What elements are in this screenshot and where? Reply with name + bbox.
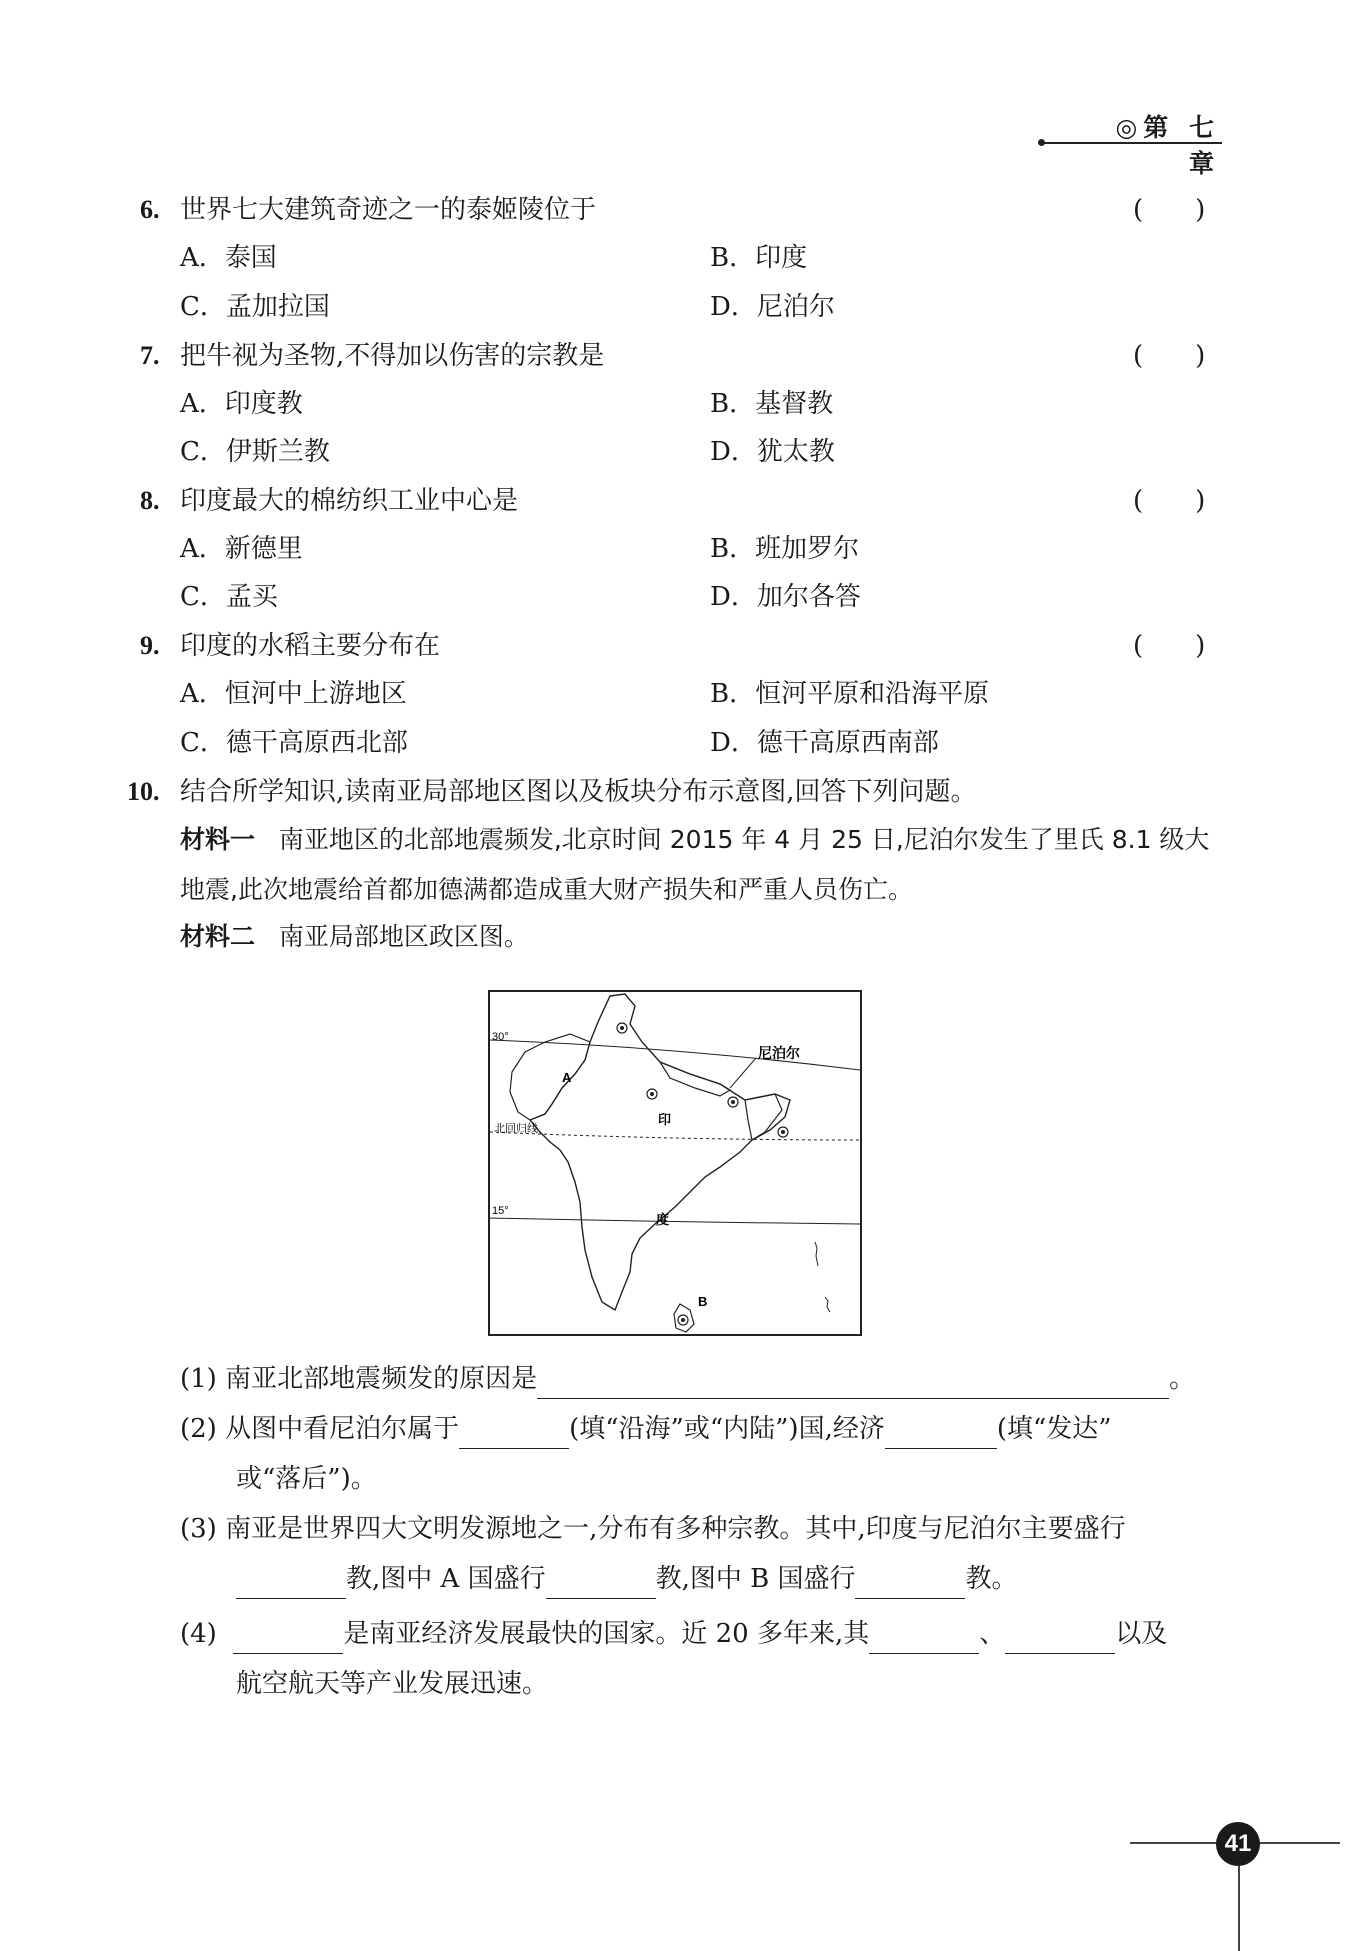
option-b[interactable]: B．印度: [710, 243, 808, 273]
question-text: 世界七大建筑奇迹之一的泰姬陵位于: [180, 195, 597, 225]
india-label-du: 度: [656, 1212, 670, 1227]
sub-question-2: [180, 1409, 1112, 1449]
answer-parentheses[interactable]: ( ): [1133, 486, 1206, 516]
lat30-label: 30°: [492, 1031, 509, 1043]
sub-question-text: 航空航天等产业发展迅速。: [236, 1669, 549, 1699]
question-text: 结合所学知识,读南亚局部地区图以及板块分布示意图,回答下列问题。: [180, 777, 977, 807]
answer-blank[interactable]: [236, 1568, 346, 1599]
answer-blank[interactable]: [459, 1418, 569, 1449]
sub-question-text: (2) 从图中看尼泊尔属于: [180, 1414, 460, 1444]
question-number: 9.: [140, 631, 160, 660]
question-text: 印度的水稻主要分布在: [180, 631, 441, 661]
page-number-vertical-rule: [1238, 1865, 1240, 1951]
separator: 、: [979, 1619, 1006, 1649]
option-d[interactable]: D．犹太教: [710, 437, 835, 467]
answer-blank[interactable]: [233, 1623, 343, 1654]
material-2: [180, 912, 1220, 962]
nepal-outline: [660, 1062, 730, 1096]
question-6: [0, 190, 1350, 230]
city-marker-dot: [781, 1130, 785, 1134]
tropic-label: 北回归线: [494, 1123, 538, 1135]
page-number: 41: [1216, 1822, 1260, 1866]
question-7: [0, 336, 1350, 376]
sub-question-4-cont: [236, 1664, 548, 1704]
question-number: 7.: [140, 341, 160, 370]
sub-question-text: 或“落后”)。: [236, 1464, 377, 1494]
option-c[interactable]: C．孟买: [180, 582, 278, 612]
city-marker-dot: [620, 1026, 624, 1030]
option-b[interactable]: B．班加罗尔: [710, 534, 860, 564]
answer-blank[interactable]: [1005, 1623, 1115, 1654]
sub-question-text: 教,图中 A 国盛行: [346, 1564, 546, 1594]
question-10: [0, 772, 1350, 812]
sub-question-text: 教,图中 B 国盛行: [655, 1564, 856, 1594]
question-text: 印度最大的棉纺织工业中心是: [180, 486, 519, 516]
question-number: 6.: [140, 195, 160, 224]
material-label: 材料二: [180, 922, 256, 951]
material-1: [180, 815, 1220, 915]
question-number: 10.: [127, 777, 160, 806]
india-label-yin: 印: [658, 1112, 672, 1127]
option-c[interactable]: C．孟加拉国: [180, 292, 330, 322]
option-a[interactable]: A．恒河中上游地区: [180, 679, 407, 709]
option-a[interactable]: A．泰国: [180, 243, 277, 273]
answer-blank[interactable]: [537, 1368, 1169, 1399]
chapter-heading: ◎第 七 章: [1115, 113, 1220, 178]
sub-question-text: (3) 南亚是世界四大文明发源地之一,分布有多种宗教。其中,印度与尼泊尔主要盛行: [180, 1514, 1126, 1544]
answer-parentheses[interactable]: ( ): [1133, 195, 1206, 225]
sub-question-text: 以及: [1115, 1619, 1168, 1649]
lat15-label: 15°: [492, 1205, 509, 1217]
sub-question-1: [180, 1359, 1195, 1399]
sub-question-4: [180, 1614, 1167, 1654]
sub-question-text: (填“沿海”或“内陆”)国,经济: [569, 1414, 885, 1444]
india-outline: [530, 994, 790, 1310]
sub-question-2-cont: [236, 1459, 377, 1499]
sub-question-3: [180, 1509, 1126, 1549]
sub-question-number: (4): [180, 1619, 217, 1649]
option-a[interactable]: A．印度教: [180, 389, 303, 419]
sub-question-text: 是南亚经济发展最快的国家。近 20 多年来,其: [343, 1619, 870, 1649]
answer-blank[interactable]: [885, 1418, 997, 1449]
colombo-marker-dot: [681, 1318, 685, 1322]
answer-blank[interactable]: [855, 1568, 965, 1599]
material-text: 南亚地区的北部地震频发,北京时间 2015 年 4 月 25 日,尼泊尔发生了里氏 8.1 级大地震,此次地震给首都加德满都造成重大财产损失和严重人员伤亡。: [180, 825, 1210, 904]
country-a-outline: [510, 1034, 590, 1120]
nepal-leader-line: [730, 1058, 756, 1088]
nepal-label: 尼泊尔: [758, 1045, 800, 1061]
option-c[interactable]: C．伊斯兰教: [180, 437, 330, 467]
sub-question-suffix: 。: [1169, 1364, 1196, 1394]
country-b-label: B: [698, 1294, 708, 1309]
question-8: [0, 481, 1350, 521]
answer-parentheses[interactable]: ( ): [1133, 341, 1206, 371]
country-a-label: A: [562, 1070, 572, 1085]
nicobar-islands: [825, 1297, 830, 1312]
answer-blank[interactable]: [546, 1568, 656, 1599]
question-9: [0, 626, 1350, 666]
sub-question-text: (1) 南亚北部地震频发的原因是: [180, 1364, 538, 1394]
chapter-rule: [1042, 142, 1222, 144]
option-d[interactable]: D．尼泊尔: [710, 292, 835, 322]
tropic-of-cancer-line: [490, 1132, 860, 1140]
option-b[interactable]: B．基督教: [710, 389, 834, 419]
capital-marker-dot: [650, 1092, 654, 1096]
answer-parentheses[interactable]: ( ): [1133, 631, 1206, 661]
option-b[interactable]: B．恒河平原和沿海平原: [710, 679, 990, 709]
country-b-outline: [674, 1304, 694, 1332]
map-drawing: [490, 992, 860, 1334]
bangladesh-outline: [745, 1094, 782, 1140]
latitude-15-line: [490, 1218, 860, 1224]
material-text: 南亚局部地区政区图。: [278, 922, 529, 951]
sub-question-text: 教。: [965, 1564, 1018, 1594]
material-label: 材料一: [180, 825, 256, 854]
answer-blank[interactable]: [869, 1623, 979, 1654]
sub-question-text: (填“发达”: [996, 1414, 1112, 1444]
kathmandu-marker-dot: [731, 1100, 735, 1104]
question-number: 8.: [140, 486, 160, 515]
question-text: 把牛视为圣物,不得加以伤害的宗教是: [180, 341, 605, 371]
latitude-30-line: [490, 1040, 860, 1070]
sub-question-3-cont: [236, 1559, 1018, 1599]
option-a[interactable]: A．新德里: [180, 534, 303, 564]
option-c[interactable]: C．德干高原西北部: [180, 728, 408, 758]
option-d[interactable]: D．加尔各答: [710, 582, 861, 612]
andaman-islands: [815, 1242, 818, 1266]
option-d[interactable]: D．德干高原西南部: [710, 728, 939, 758]
south-asia-map: [488, 990, 862, 1336]
